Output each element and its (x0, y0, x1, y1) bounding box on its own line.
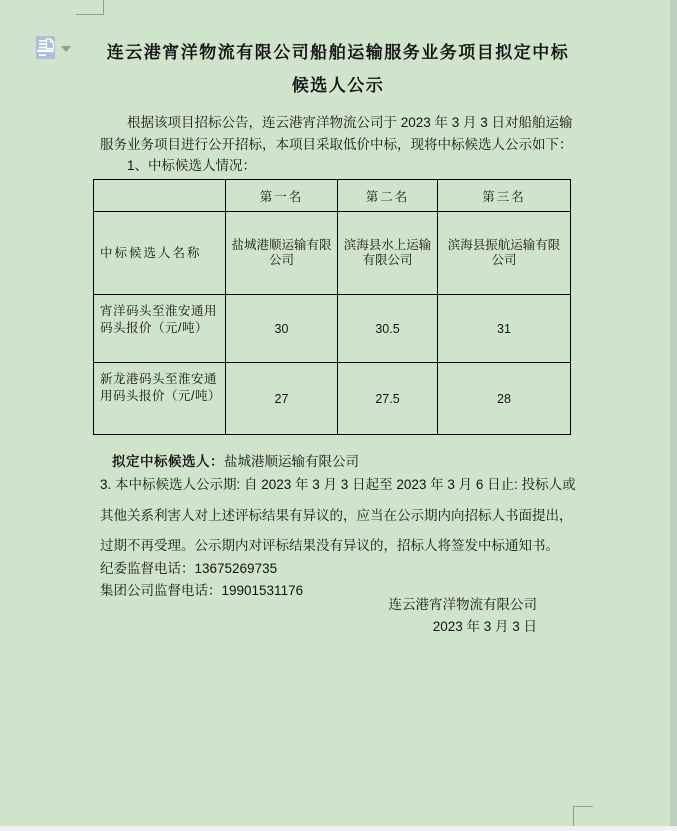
text-boundary-mark-top-left (76, 0, 104, 15)
notice-line: 其他关系利害人对上述评标结果有异议的，应当在公示期内向招标人书面提出， (100, 507, 573, 523)
table-header-row (94, 180, 571, 212)
intro-paragraph (100, 112, 573, 177)
page-bottom-edge (0, 826, 677, 831)
table-cell: 30 (226, 295, 338, 363)
notice-line: 过期不再受理。公示期内对评标结果没有异议的，招标人将签发中标通知书。 (100, 538, 559, 553)
table-cell: 滨海县水上运输有限公司 (338, 212, 438, 295)
table-cell: 盐城港顺运输有限公司 (226, 212, 338, 295)
table-row (94, 363, 571, 435)
contact-line (100, 558, 545, 580)
candidates-table (93, 179, 571, 435)
paste-options-icon (36, 46, 55, 63)
table-cell: 30.5 (338, 295, 438, 363)
table-row (94, 212, 571, 295)
proposed-candidate-label: 拟定中标候选人： (112, 454, 224, 469)
notice-paragraph (100, 470, 576, 562)
table-cell: 滨海县振航运输有限公司 (438, 212, 571, 295)
row-label-cell: 中标候选人名称 (94, 212, 226, 295)
table-cell: 31 (438, 295, 571, 363)
contact-number: 19901531176 (221, 583, 304, 598)
proposed-candidate-line (100, 450, 560, 470)
table-cell: 28 (438, 363, 571, 435)
text-boundary-mark-bottom-right (573, 806, 593, 826)
signature-block (100, 594, 537, 638)
row-label-cell: 新龙港码头至淮安通用码头报价（元/吨） (94, 363, 226, 435)
chevron-down-icon[interactable] (61, 46, 71, 52)
contact-label: 纪委监督电话： (100, 561, 195, 576)
paste-options-button[interactable] (36, 36, 55, 59)
notice-line: 3. 本中标候选人公示期: 自 2023 年 3 月 3 日起至 2023 年 3 月 6 日止: 投标人或 (100, 477, 576, 492)
contact-label: 集团公司监督电话： (100, 583, 222, 598)
intro-line: 根据该项目招标公告，连云港宵洋物流公司于 2023 年 3 月 3 日对船舶运输 (127, 115, 573, 130)
document-title (103, 36, 573, 102)
signature-date: 2023 年 3 月 3 日 (432, 619, 537, 634)
table-cell: 27.5 (338, 363, 438, 435)
proposed-candidate-value: 盐城港顺运输有限公司 (224, 454, 359, 469)
title-line: 连云港宵洋物流有限公司船舶运输服务业务项目拟定中标 (106, 43, 570, 62)
table-header-cell: 第二名 (338, 180, 438, 212)
table-cell: 27 (226, 363, 338, 435)
table-row (94, 295, 571, 363)
signature-company: 连云港宵洋物流有限公司 (388, 597, 537, 612)
title-line: 候选人公示 (291, 76, 385, 95)
page-right-edge (670, 0, 677, 831)
row-label-cell: 宵洋码头至淮安通用码头报价（元/吨） (94, 295, 226, 363)
intro-line: 1、中标候选人情况： (127, 158, 257, 173)
table-header-cell (94, 180, 226, 212)
contact-number: 13675269735 (194, 561, 278, 576)
table-header-cell: 第一名 (226, 180, 338, 212)
intro-line: 服务业务项目进行公开招标，本项目采取低价中标，现将中标候选人公示如下： (100, 136, 573, 152)
table-header-cell: 第三名 (438, 180, 571, 212)
